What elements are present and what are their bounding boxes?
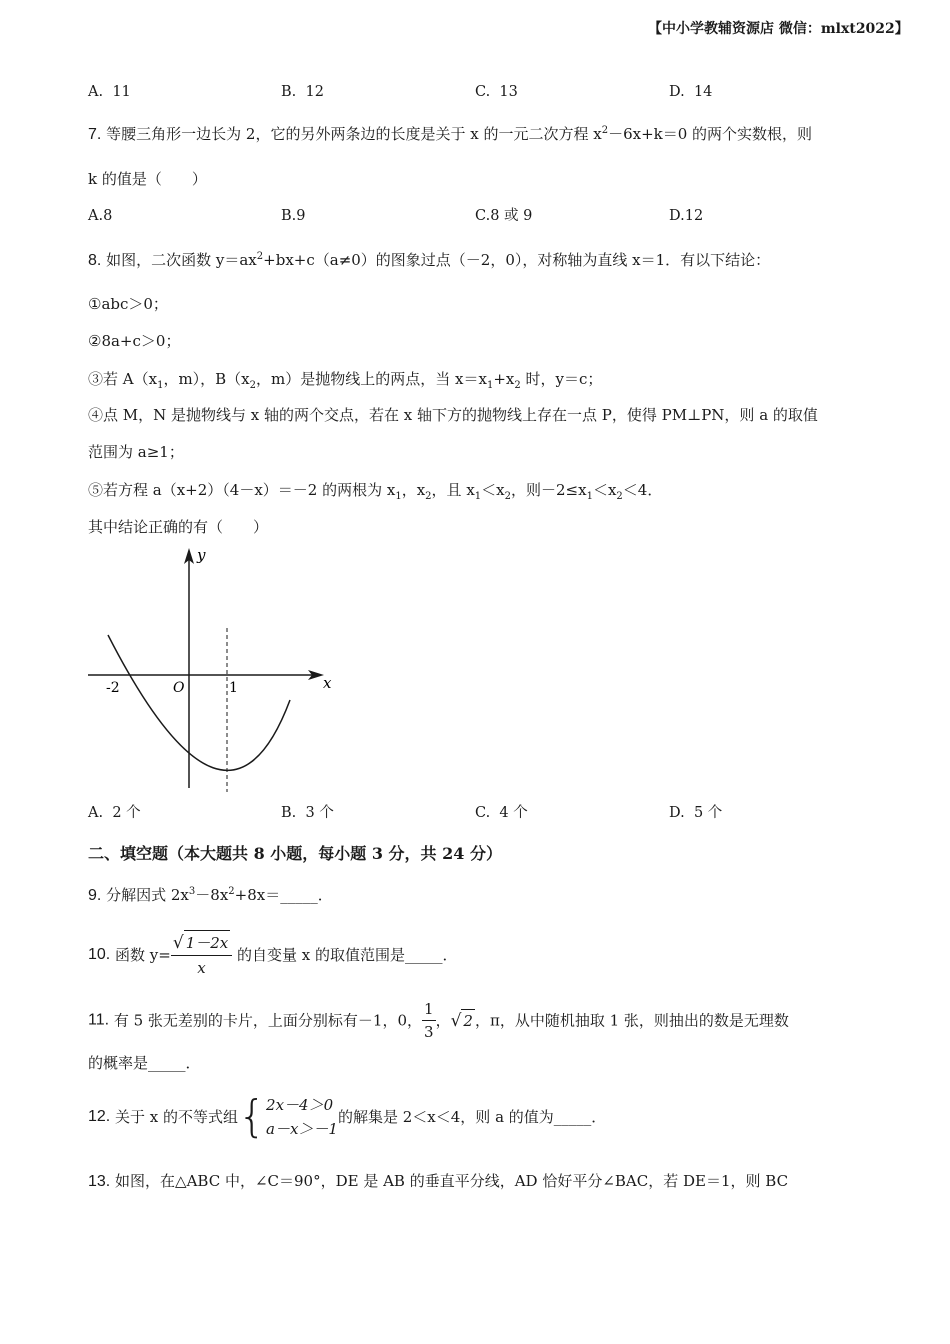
neg2-label: -2 bbox=[106, 680, 120, 696]
q8-option-b: B. 3 个 bbox=[281, 805, 334, 821]
q11-line2: 的概率是_____． bbox=[88, 1054, 201, 1072]
q12-inequality-system: 2x－4＞0 a－x＞－1 bbox=[266, 1096, 338, 1138]
q8-conclusion-5: ⑤若方程 a（x+2）（4－x）＝－2 的两根为 $x_1$，$x_2$，且 $x_1<x_2$，则$-2\le x_1<x_2<4$． bbox=[88, 481, 663, 502]
q6-option-d: D. 14 bbox=[669, 84, 713, 100]
parabola-curve bbox=[108, 635, 290, 770]
q8-question: 其中结论正确的有（ ） bbox=[88, 518, 269, 536]
one-label: 1 bbox=[229, 680, 238, 696]
q9-number: 9. bbox=[88, 887, 102, 904]
q8-conclusion-3: ③若 $A(x_1$，m），$B(x_2$，m）是抛物线上的两点，当 $x=x_1+x_2$ 时，y＝c； bbox=[88, 370, 603, 391]
section-2-title: 二、填空题（本大题共 8 小题，每小题 3 分，共 24 分） bbox=[88, 844, 502, 863]
q8-option-a: A. 2 个 bbox=[88, 805, 141, 821]
q7-option-b: B.9 bbox=[281, 208, 306, 224]
q7-option-d: D.12 bbox=[669, 208, 704, 224]
q10-number: 10. bbox=[88, 946, 111, 963]
q7-option-c: C.8 或 9 bbox=[475, 208, 533, 224]
q6-option-b: B. 12 bbox=[281, 84, 324, 100]
q8-conclusion-4-line2: 范围为 a≥1； bbox=[88, 443, 184, 461]
q8-number: 8. bbox=[88, 252, 102, 269]
q8-option-c: C. 4 个 bbox=[475, 805, 528, 821]
q6-option-c: C. 13 bbox=[475, 84, 518, 100]
header-text: 【中小学教辅资源店 微信：mlxt2022】 bbox=[648, 21, 909, 37]
q12-number: 12. bbox=[88, 1108, 111, 1125]
q9: 9. 分解因式 $2x^3-8x^2+8x=\_\_\_\_\_$． bbox=[88, 886, 333, 904]
q11-number: 11. bbox=[88, 1011, 110, 1029]
q8-conclusion-1: ①abc＞0； bbox=[88, 295, 168, 313]
q13-number: 13. bbox=[88, 1173, 111, 1190]
q11-line1: 11. 有 5 张无差别的卡片，上面分别标有－1，0， $\frac{1}{3}$ ，√ 2 ，π，从中随机抽取 1 张，则抽出的数是无理数 bbox=[88, 1000, 789, 1041]
q7-option-a: A.8 bbox=[88, 208, 113, 224]
q7-stem-line2: k 的值是（ ） bbox=[88, 170, 207, 188]
x-axis-label: x bbox=[323, 674, 332, 692]
q8-conclusion-2: ②8a+c＞0； bbox=[88, 332, 181, 350]
q8-stem: 8. 如图，二次函数 $y=ax^2+bx+c(a\ne 0)$的图象过点（－2，0），对称轴为直线 x＝1．有以下结论： bbox=[88, 251, 771, 269]
q8-conclusion-4-line1: ④点 M，N 是抛物线与 x 轴的两个交点，若在 x 轴下方的抛物线上存在一点 P，使得 PM⊥PN，则 a 的取值 bbox=[88, 406, 818, 424]
q8-option-d: D. 5 个 bbox=[669, 805, 723, 821]
y-axis-label: y bbox=[197, 546, 206, 564]
q11-fraction: $\frac{1}{3}$ bbox=[424, 1000, 434, 1041]
q10-fraction: $\frac{√ 1-2x}{x}$ bbox=[171, 930, 232, 980]
q7-number: 7. bbox=[88, 126, 102, 143]
origin-label: O bbox=[173, 680, 185, 696]
left-brace-icon: { bbox=[238, 1091, 267, 1142]
q7-stem-line1: 7. 等腰三角形一边长为 2，它的另外两条边的长度是关于 x 的一元二次方程 $x^2-6x+k=0$ 的两个实数根，则 bbox=[88, 125, 813, 143]
q6-option-a: A. 11 bbox=[88, 84, 131, 100]
q10: 10. 函数 y= $\frac{√ 1-2x}{x}$ 的自变量 x 的取值范围是_____． bbox=[88, 930, 458, 980]
q12: 12. 关于 x 的不等式组{ 2x－4＞0 a－x＞－1 的解集是 2＜x＜4，则 a 的值为_____． bbox=[88, 1091, 607, 1142]
q13: 13. 如图，在△ABC 中，∠C＝90°，DE 是 AB 的垂直平分线，AD 恰好平分∠BAC，若 DE＝1，则 BC bbox=[88, 1172, 789, 1190]
q8-parabola-graph bbox=[80, 540, 350, 800]
